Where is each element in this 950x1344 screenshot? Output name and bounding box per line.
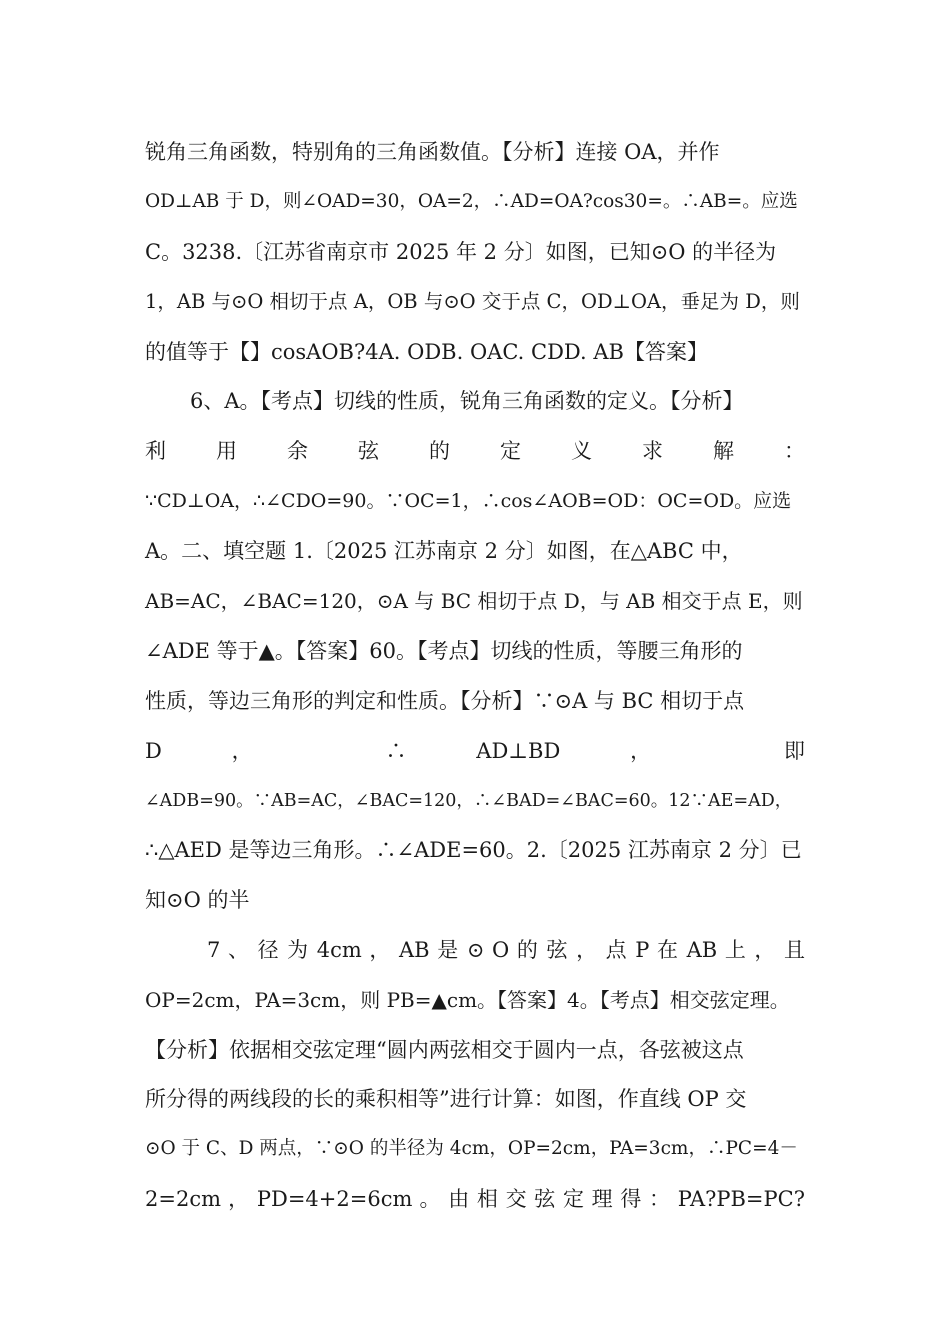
text-line: ⊙O 于 C、D 两点，∵⊙O 的半径为 4cm，OP=2cm，PA=3cm，∴PC=4－ <box>145 1138 798 1159</box>
text-line: AB=AC，∠BAC=120，⊙A 与 BC 相切于点 D，与 AB 相交于点 E，则 <box>145 589 803 613</box>
text-line: 性质，等边三角形的判定和性质。【分析】∵⊙A 与 BC 相切于点 <box>145 689 745 713</box>
text-line: 1，AB 与⊙O 相切于点 A，OB 与⊙O 交于点 C，OD⊥OA，垂足为 D，则 <box>145 290 800 313</box>
text-line: D ， ∴ AD⊥BD ， 即 <box>145 739 805 763</box>
text-line: ∠ADE 等于▲。【答案】60。【考点】切线的性质，等腰三角形的 <box>145 639 743 663</box>
text-line: 6、A。【考点】切线的性质，锐角三角函数的定义。【分析】 <box>190 389 744 413</box>
text-line: OD⊥AB 于 D，则∠OAD=30，OA=2，∴AD=OA?cos30=。∴AB=。应选 <box>145 191 798 212</box>
text-line: 7 、 径 为 4cm ， AB 是 ⊙ O 的 弦 ， 点 P 在 AB 上 ， 且 <box>207 938 805 962</box>
text-line: C。3238.〔江苏省南京市 2025 年 2 分〕如图，已知⊙O 的半径为 <box>145 240 777 264</box>
text-line: 2=2cm ， PD=4+2=6cm 。 由 相 交 弦 定 理 得 ： PA?PB=PC? <box>145 1187 805 1211</box>
text-line: ∴△AED 是等边三角形。∴∠ADE=60。2.〔2025 江苏南京 2 分〕已 <box>145 838 802 862</box>
text-line: 的值等于【】cosAOB?4A. ODB. OAC. CDD. AB【答案】 <box>145 340 708 364</box>
text-line: 【分析】依据相交弦定理“圆内两弦相交于圆内一点，各弦被这点 <box>145 1038 744 1062</box>
text-line: OP=2cm，PA=3cm，则 PB=▲cm。【答案】4。【考点】相交弦定理。 <box>145 988 790 1012</box>
text-line: ∠ADB=90。∵AB=AC，∠BAC=120，∴∠BAD=∠BAC=60。12∵AE=AD， <box>145 791 793 811</box>
text-line: 知⊙O 的半 <box>145 888 250 912</box>
text-line: 锐角三角函数，特别角的三角函数值。【分析】连接 OA，并作 <box>145 140 720 164</box>
text-line: A。二、填空题 1.〔2025 江苏南京 2 分〕如图，在△ABC 中， <box>145 539 743 563</box>
text-line: ∵CD⊥OA，∴∠CDO=90。∵OC=1，∴cos∠AOB=OD：OC=OD。应选 <box>145 490 792 512</box>
text-line: 利 用 余 弦 的 定 义 求 解 ： <box>145 439 805 463</box>
text-line: 所分得的两线段的长的乘积相等”进行计算：如图，作直线 OP 交 <box>145 1087 747 1111</box>
